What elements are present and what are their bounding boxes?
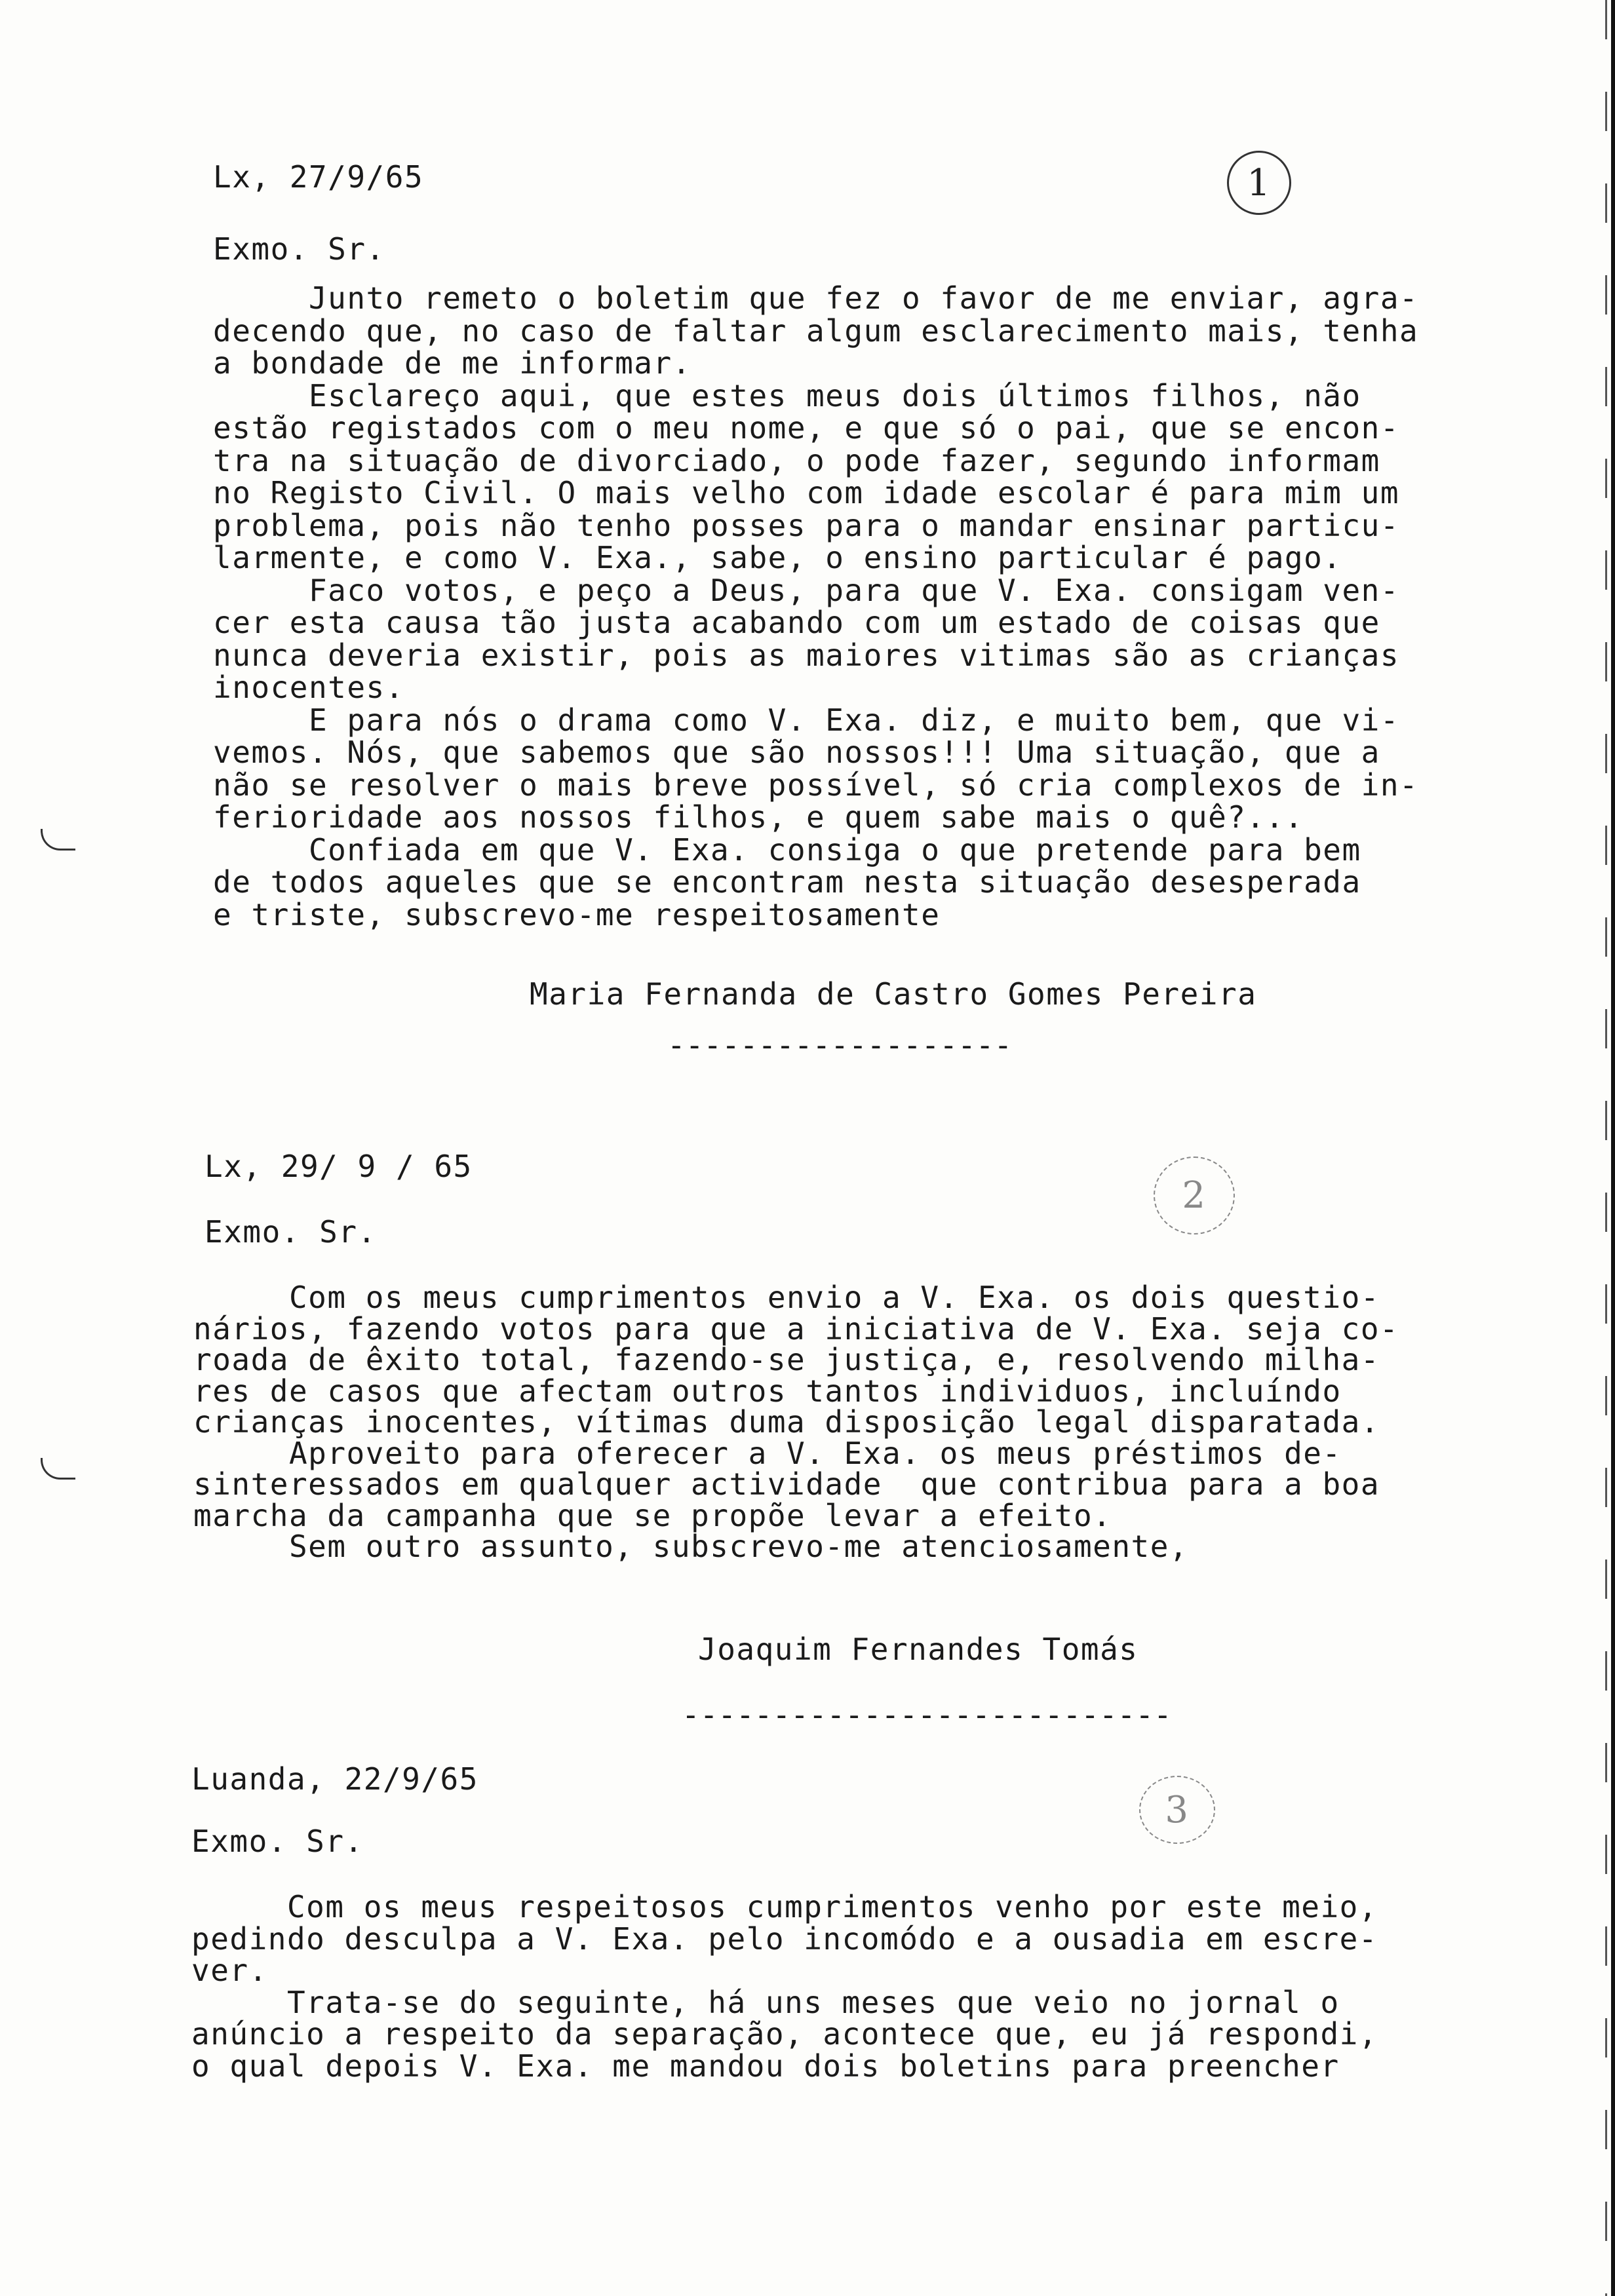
page-number: 3 xyxy=(1165,1788,1190,1831)
letter-line: Faco votos, e peço a Deus, para que V. Exa. consigam ven- xyxy=(213,572,1400,608)
letter-line: Confiada em que V. Exa. consiga o que pretende para bem xyxy=(213,832,1361,868)
letter-line: o qual depois V. Exa. me mandou dois boletins para preencher xyxy=(191,2048,1340,2084)
page-number: 2 xyxy=(1182,1174,1207,1217)
letter-line: sinteressados em qualquer actividade que contribua para a boa xyxy=(193,1466,1380,1502)
letter-date: Luanda, 22/9/65 xyxy=(191,1761,478,1797)
letter-line: estão registados com o meu nome, e que só o pai, que se encon- xyxy=(213,410,1400,446)
letter-line: inocentes. xyxy=(213,670,404,705)
letter-line: vemos. Nós, que sabemos que são nossos!!! Uma situação, que a xyxy=(213,735,1380,770)
letter-salutation: Exmo. Sr. xyxy=(213,231,385,267)
letter-separator: ------------------- xyxy=(667,1027,1013,1063)
letter-line: pedindo desculpa a V. Exa. pelo incomódo e a ousadia em escre- xyxy=(191,1921,1378,1957)
letter-line: nunca deveria existir, pois as maiores vitimas são as crianças xyxy=(213,637,1400,673)
letter-line: não se resolver o mais breve possível, só cria complexos de in- xyxy=(213,767,1419,803)
letter-line: E para nós o drama como V. Exa. diz, e muito bem, que vi- xyxy=(213,702,1400,738)
letter-salutation: Exmo. Sr. xyxy=(204,1214,377,1250)
page-number: 1 xyxy=(1247,161,1272,204)
letter-line: ferioridade aos nossos filhos, e quem sabe mais o quê?... xyxy=(213,799,1304,835)
letter-line: Esclareço aqui, que estes meus dois últimos filhos, não xyxy=(213,377,1361,413)
letter-line: tra na situação de divorciado, o pode fazer, segundo informam xyxy=(213,442,1380,478)
letter-line: Com os meus respeitosos cumprimentos venho por este meio, xyxy=(191,1889,1378,1924)
page-number-circle xyxy=(1154,1157,1235,1234)
letter-line: decendo que, no caso de faltar algum esclarecimento mais, tenha xyxy=(213,313,1419,349)
page-number-circle xyxy=(1227,151,1291,215)
letter-line: anúncio a respeito da separação, acontece que, eu já respondi, xyxy=(191,2016,1378,2052)
letter-signature: Joaquim Fernandes Tomás xyxy=(698,1632,1138,1667)
letter-line: roada de êxito total, fazendo-se justiça, e, resolvendo milha- xyxy=(193,1342,1380,1377)
letter-line: problema, pois não tenho posses para o mandar ensinar particu- xyxy=(213,507,1400,543)
letter-line: Sem outro assunto, subscrevo-me atenciosamente, xyxy=(193,1529,1189,1564)
letter-signature: Maria Fernanda de Castro Gomes Pereira xyxy=(530,976,1257,1012)
letter-line: Trata-se do seguinte, há uns meses que veio no jornal o xyxy=(191,1984,1340,2020)
scan-edge-marks xyxy=(1605,0,1607,2296)
letter-date: Lx, 27/9/65 xyxy=(213,159,424,195)
letter-line: no Registo Civil. O mais velho com idade escolar é para mim um xyxy=(213,475,1400,510)
letter-line: cer esta causa tão justa acabando com um estado de coisas que xyxy=(213,605,1380,640)
letter-line: ver. xyxy=(191,1953,268,1988)
letter-line: larmente, e como V. Exa., sabe, o ensino particular é pago. xyxy=(213,540,1342,575)
punch-mark-lower xyxy=(41,1458,75,1480)
letter-line: marcha da campanha que se propõe levar a efeito. xyxy=(193,1497,1112,1533)
letter-line: Aproveito para oferecer a V. Exa. os meus préstimos de- xyxy=(193,1435,1342,1471)
letter-salutation: Exmo. Sr. xyxy=(191,1824,364,1859)
letter-line: Junto remeto o boletim que fez o favor de me enviar, agra- xyxy=(213,280,1419,316)
letter-line: nários, fazendo votos para que a iniciativa de V. Exa. seja co- xyxy=(193,1311,1399,1347)
letter-line: crianças inocentes, vítimas duma disposição legal disparatada. xyxy=(193,1404,1380,1440)
letter-line: de todos aqueles que se encontram nesta situação desesperada xyxy=(213,864,1361,900)
letter-line: e triste, subscrevo-me respeitosamente xyxy=(213,896,941,932)
letter-line: Com os meus cumprimentos envio a V. Exa. os dois questio- xyxy=(193,1280,1380,1315)
punch-mark-upper xyxy=(41,829,75,851)
scan-edge-shadow xyxy=(1611,0,1615,2296)
page-number-circle xyxy=(1139,1776,1215,1844)
letter-line: res de casos que afectam outros tantos individuos, incluíndo xyxy=(193,1373,1342,1409)
letter-date: Lx, 29/ 9 / 65 xyxy=(204,1149,473,1184)
letter-line: a bondade de me informar. xyxy=(213,345,691,381)
letter-separator: --------------------------- xyxy=(682,1697,1172,1732)
